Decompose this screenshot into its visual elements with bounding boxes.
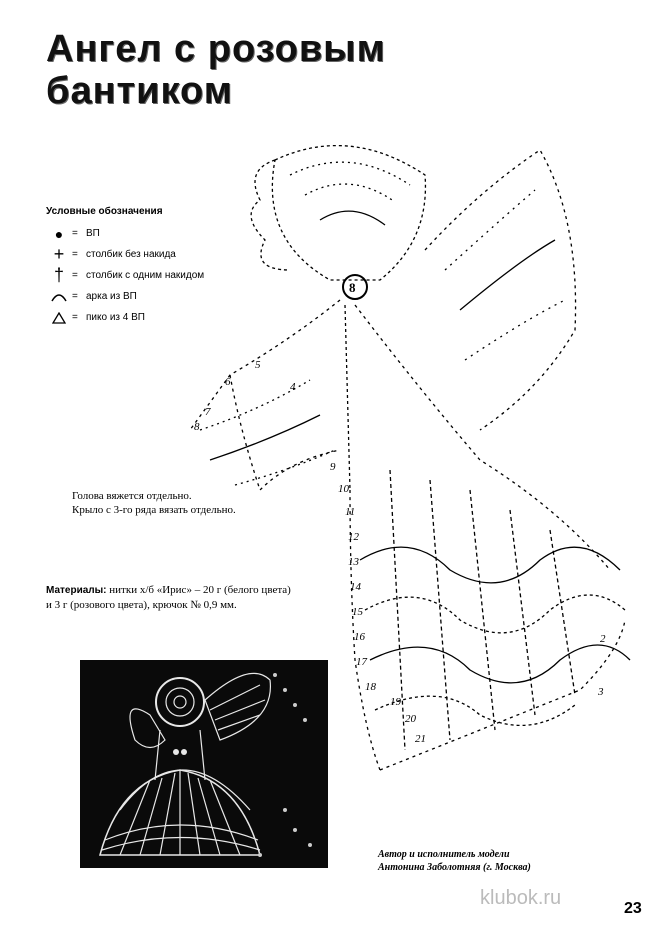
row-label: 6 xyxy=(225,376,231,388)
row-label: 13 xyxy=(348,556,359,568)
materials-text-2: и 3 г (розового цвета), крючок № 0,9 мм. xyxy=(46,599,237,611)
legend-eq: = xyxy=(72,249,78,260)
head-center-label: 8 xyxy=(349,280,356,295)
row-label: 3 xyxy=(598,686,604,698)
legend-eq: = xyxy=(72,270,78,281)
row-label: 10 xyxy=(338,483,349,495)
note-wing: Крыло с 3-го ряда вязать отдельно. xyxy=(72,504,236,516)
row-label: 7 xyxy=(205,406,211,418)
dagger-icon: † xyxy=(53,265,64,285)
row-label: 20 xyxy=(405,713,416,725)
row-label: 9 xyxy=(330,461,336,473)
author-line-1: Автор и исполнитель модели xyxy=(378,849,510,860)
materials xyxy=(46,583,306,612)
angel-photo xyxy=(80,660,328,868)
plus-icon: + xyxy=(53,244,65,264)
dot-icon: ● xyxy=(54,225,64,242)
legend-label: пико из 4 ВП xyxy=(86,312,145,323)
row-label: 15 xyxy=(352,606,363,618)
watermark: klubok.ru xyxy=(480,887,562,909)
row-label: 19 xyxy=(390,696,401,708)
row-label: 16 xyxy=(354,631,365,643)
row-label: 18 xyxy=(365,681,376,693)
triangle-icon xyxy=(46,312,72,324)
row-label: 11 xyxy=(345,506,356,518)
notes xyxy=(72,489,236,517)
row-label: 14 xyxy=(350,581,361,593)
row-label: 8 xyxy=(194,421,200,433)
legend-label: столбик с одним накидом xyxy=(86,270,205,281)
legend-label: ВП xyxy=(86,228,100,239)
materials-text-1: нитки х/б «Ирис» – 20 г (белого цвета) xyxy=(109,584,291,596)
row-label: 21 xyxy=(415,733,426,745)
legend-label: арка из ВП xyxy=(86,291,137,302)
row-label: 4 xyxy=(290,381,296,393)
note-head: Голова вяжется отдельно. xyxy=(72,490,192,502)
row-label: 2 xyxy=(600,633,606,645)
title-line-1: Ангел с розовым xyxy=(46,28,386,70)
page-title xyxy=(46,28,386,112)
row-label: 12 xyxy=(348,531,359,543)
legend-label: столбик без накида xyxy=(86,249,176,260)
materials-label: Материалы: xyxy=(46,585,107,596)
title-line-2: бантиком xyxy=(46,70,233,112)
author-credit xyxy=(378,848,531,874)
legend-eq: = xyxy=(72,291,78,302)
author-line-2: Антонина Заболотняя (г. Москва) xyxy=(378,862,531,873)
legend-eq: = xyxy=(72,312,78,323)
row-label: 17 xyxy=(356,656,367,668)
legend-eq: = xyxy=(72,228,78,239)
arc-icon xyxy=(46,292,72,302)
row-label: 5 xyxy=(255,359,261,371)
legend-heading: Условные обозначения xyxy=(46,206,163,217)
page-number: 23 xyxy=(624,900,642,917)
